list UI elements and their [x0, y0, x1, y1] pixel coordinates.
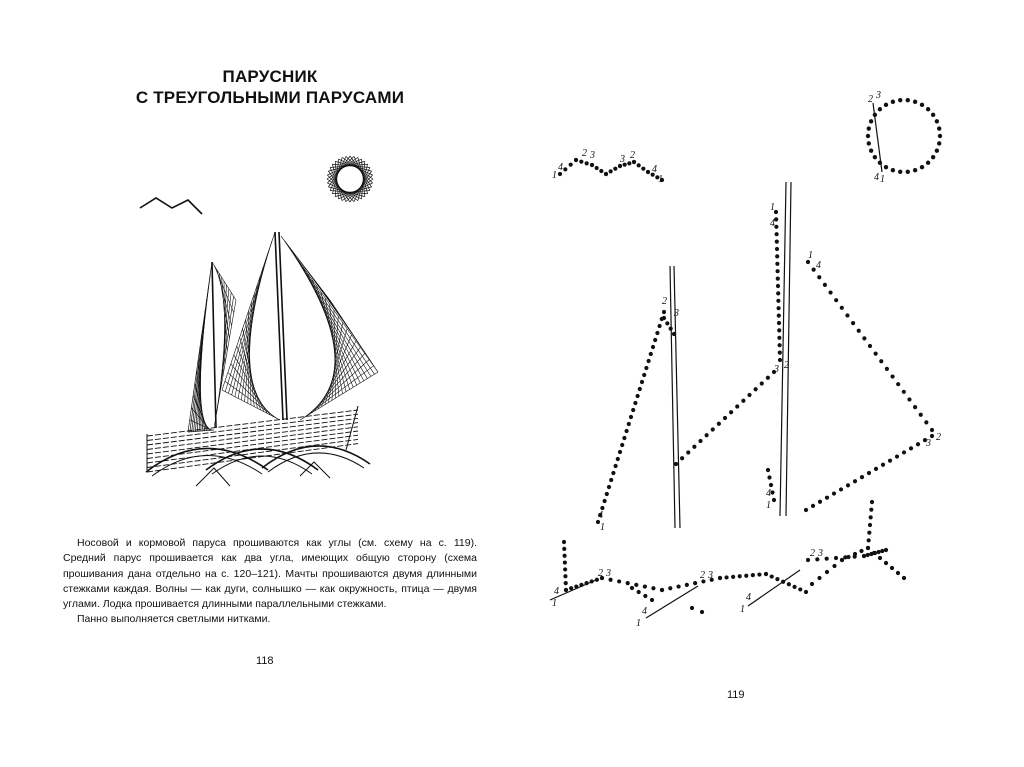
diagram-label: 2: [582, 148, 587, 159]
diagram-label: 4: [642, 606, 647, 617]
diagram-label: 2: [868, 94, 873, 105]
diagram-label: 1: [552, 598, 557, 609]
diagram-label: 3: [818, 548, 823, 559]
bird-illustration: [140, 198, 202, 214]
paragraph: Носовой и кормовой паруса прошиваются как углы (см. схему на с. 119). Средний парус прошивается как два угла, имеющих общую сторону (схема прошивания дана отдельно на с. 120–121). Мачты прошиваются двумя длинными стежками каждая. Волны — как дуги, солнышко — как окружность, птица — двумя углами. Лодка прошивается длинными параллельными стежками.: [63, 537, 477, 611]
diagram-label: 1: [600, 522, 605, 533]
diagram-label: 4: [558, 162, 563, 173]
diagram-label: 3: [620, 154, 625, 165]
hull-illustration: [147, 406, 358, 472]
diagram-label: 1: [552, 170, 557, 181]
diagram-label: 2: [598, 568, 603, 579]
diagram-label: 3: [708, 570, 713, 581]
page-number: 118: [256, 655, 274, 667]
waves-illustration: [146, 446, 370, 486]
diagram-label: 2: [784, 360, 789, 371]
diagram-label: 4: [766, 488, 771, 499]
page-number: 119: [727, 689, 745, 701]
diagram-label: 2: [810, 548, 815, 559]
diagram-label: 4: [874, 172, 879, 183]
diagram-label: 3: [590, 150, 595, 161]
diagram-label: 2: [662, 296, 667, 307]
diagram-label: 3: [606, 568, 611, 579]
diagram-label: 1: [808, 250, 813, 261]
diagram-label: 3: [774, 364, 779, 375]
diagram-label: 1: [770, 202, 775, 213]
title-line-2: С ТРЕУГОЛЬНЫМИ ПАРУСАМИ: [135, 88, 405, 107]
diagram-label: 1: [658, 174, 663, 185]
right-page: [512, 0, 1024, 767]
diagram-label: 4: [554, 586, 559, 597]
diagram-label: 4: [770, 218, 775, 229]
diagram-label: 2: [936, 432, 941, 443]
diagram-label: 1: [740, 604, 745, 615]
diagram-label: 1: [636, 618, 641, 629]
diagram-label: 1: [880, 174, 885, 185]
title-line-1: ПАРУСНИК: [222, 67, 318, 86]
diagram-label: 4: [598, 510, 603, 521]
diagram-label: 2: [630, 150, 635, 161]
stitch-diagram: [512, 0, 1024, 767]
diagram-label: 4: [652, 164, 657, 175]
diagram-label: 2: [700, 570, 705, 581]
sun-illustration: [327, 156, 373, 202]
body-text: [63, 536, 477, 628]
diagram-label: 4: [816, 260, 821, 271]
diagram-label: 3: [926, 438, 931, 449]
diagram-label: 4: [746, 592, 751, 603]
diagram-label: 1: [766, 500, 771, 511]
diagram-label: 3: [674, 308, 679, 319]
paragraph: Панно выполняется светлыми нитками.: [77, 613, 271, 626]
diagram-label: 3: [876, 90, 881, 101]
